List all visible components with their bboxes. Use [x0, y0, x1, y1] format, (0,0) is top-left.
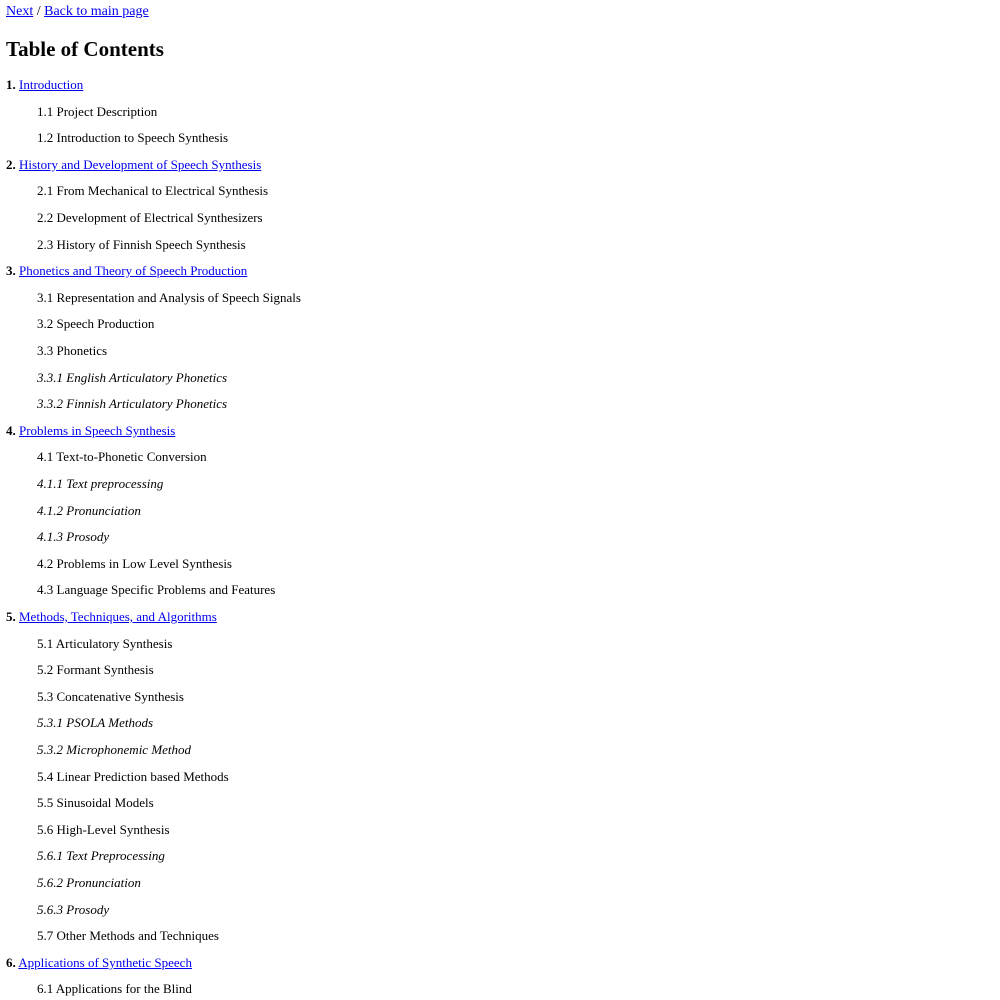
- toc-subsection: [37, 396, 227, 412]
- toc-section: [37, 343, 107, 359]
- toc-subsection: [37, 875, 141, 891]
- toc-subsection: [37, 370, 227, 386]
- toc-section-label: 1.2 Introduction to Speech Synthesis: [37, 130, 229, 146]
- toc-section: [37, 556, 232, 572]
- toc-section-label: 2.1 From Mechanical to Electrical Synthesis: [37, 183, 269, 199]
- toc-section: [37, 237, 246, 253]
- toc-section: [37, 689, 184, 705]
- toc-section-label: 2.3 History of Finnish Speech Synthesis: [37, 236, 246, 252]
- toc-section: [37, 795, 154, 811]
- toc-section: [37, 769, 229, 785]
- toc-subsection: [37, 503, 141, 519]
- toc-section-label: 5.2 Formant Synthesis: [37, 662, 154, 678]
- toc-subsection-label: 4.1.2 Pronunciation: [37, 502, 141, 518]
- toc-chapter: [6, 157, 261, 173]
- toc-section-label: 5.7 Other Methods and Techniques: [37, 928, 219, 944]
- toc-section-label: 3.2 Speech Production: [37, 316, 155, 332]
- toc-section-label: 2.2 Development of Electrical Synthesizers: [37, 210, 263, 225]
- toc-subsection-label: 5.6.3 Prosody: [37, 901, 110, 917]
- toc-subsection-label: 5.6.1 Text Preprocessing: [37, 848, 165, 864]
- toc-section-label: 4.3 Language Specific Problems and Features: [37, 582, 276, 598]
- toc-subsection: [37, 742, 191, 758]
- toc-section-label: 3.1 Representation and Analysis of Speech Signals: [37, 289, 301, 305]
- toc-section: [37, 662, 154, 678]
- toc-section: [37, 104, 157, 120]
- toc-chapter: [6, 609, 217, 625]
- toc-chapter-number: 5.: [6, 609, 16, 624]
- toc-chapter-number: 1.: [6, 77, 16, 92]
- toc-section: [37, 290, 301, 306]
- toc-subsection-label: 4.1.1 Text preprocessing: [37, 476, 164, 491]
- toc-subsection: [37, 715, 153, 731]
- toc-section: [37, 183, 268, 199]
- toc-chapter-number: 2.: [6, 156, 16, 172]
- toc-subsection: [37, 529, 109, 545]
- toc-subsection: [37, 848, 165, 864]
- toc-chapter-link[interactable]: Applications of Synthetic Speech: [18, 954, 192, 970]
- toc-chapter: [6, 955, 192, 971]
- next-link[interactable]: Next: [6, 4, 34, 19]
- toc-section: [37, 636, 172, 652]
- toc-chapter: [6, 77, 83, 93]
- toc-section: [37, 210, 263, 226]
- toc-section: [37, 928, 219, 944]
- toc-subsection: [37, 476, 163, 492]
- toc-section: [37, 316, 154, 332]
- toc-section: [37, 822, 170, 838]
- toc-chapter: [6, 263, 247, 279]
- toc-section-label: 6.1 Applications for the Blind: [37, 981, 192, 997]
- toc-subsection-label: 3.3.2 Finnish Articulatory Phonetics: [37, 396, 228, 412]
- toc-section: [37, 582, 275, 598]
- toc-chapter-link[interactable]: Problems in Speech Synthesis: [19, 422, 176, 438]
- toc-subsection-label: 5.6.2 Pronunciation: [37, 875, 141, 890]
- toc-subsection-label: 5.3.2 Microphonemic Method: [37, 742, 192, 757]
- toc-chapter-link[interactable]: Phonetics and Theory of Speech Production: [19, 263, 248, 279]
- toc-subsection-label: 5.3.1 PSOLA Methods: [37, 715, 154, 731]
- page-title: Table of Contents: [6, 37, 164, 61]
- toc-section-label: 5.1 Articulatory Synthesis: [37, 635, 173, 651]
- toc-section-label: 3.3 Phonetics: [37, 343, 108, 358]
- back-to-main-link[interactable]: Back to main page: [44, 4, 149, 19]
- toc-section-label: 4.2 Problems in Low Level Synthesis: [37, 555, 232, 571]
- toc-subsection: [37, 902, 109, 918]
- toc-chapter-link[interactable]: Methods, Techniques, and Algorithms: [19, 609, 217, 624]
- toc-section-label: 5.4 Linear Prediction based Methods: [37, 768, 229, 784]
- toc-section: [37, 449, 207, 465]
- toc-section-label: 5.6 High-Level Synthesis: [37, 821, 170, 837]
- toc-chapter-number: 4.: [6, 422, 16, 438]
- toc-section-label: 4.1 Text-to-Phonetic Conversion: [37, 449, 207, 465]
- toc-chapter: [6, 423, 175, 439]
- toc-chapter-number: 3.: [6, 263, 16, 279]
- toc-section-label: 5.5 Sinusoidal Models: [37, 795, 154, 811]
- toc-chapter-link[interactable]: Introduction: [19, 77, 84, 92]
- toc-section: [37, 130, 228, 146]
- nav-separator: /: [36, 4, 41, 19]
- toc-chapter-number: 6.: [6, 954, 16, 970]
- toc-section-label: 1.1 Project Description: [37, 103, 158, 119]
- toc-section: [37, 981, 192, 997]
- toc-section-label: 5.3 Concatenative Synthesis: [37, 688, 184, 704]
- toc-subsection-label: 4.1.3 Prosody: [37, 529, 110, 545]
- toc-chapter-link[interactable]: History and Development of Speech Synthesis: [19, 156, 262, 172]
- toc-subsection-label: 3.3.1 English Articulatory Phonetics: [37, 369, 228, 385]
